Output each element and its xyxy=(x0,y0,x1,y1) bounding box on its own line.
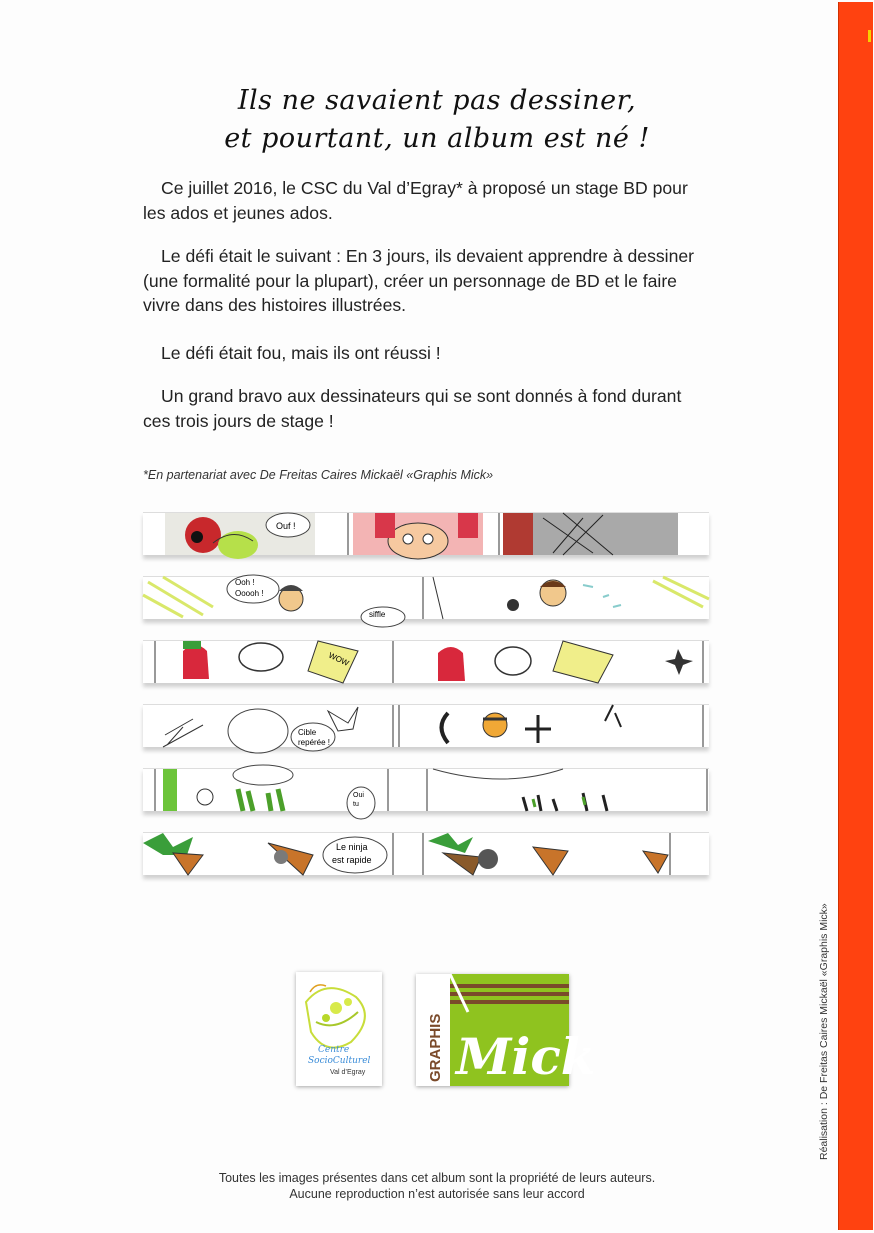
credit-vertical-text: Réalisation : De Freitas Caires Mickaël «Graphis Mick» xyxy=(818,903,830,1160)
strip-1-bubble: Ouf ! xyxy=(276,521,296,531)
strip-6-bubble-2: est rapide xyxy=(332,855,372,865)
strip-2-bubble-1: Ooh ! xyxy=(235,578,255,587)
comic-strip-1-art xyxy=(143,513,709,555)
comic-strip-4 xyxy=(143,704,709,747)
csc-logo-line-2: SocioCulturel xyxy=(308,1056,371,1066)
strip-4-bubble-2: repérée ! xyxy=(298,738,331,747)
comic-strips xyxy=(143,512,709,896)
comic-strip-2 xyxy=(143,576,709,619)
comic-strip-5 xyxy=(143,768,709,811)
partnership-note: *En partenariat avec De Freitas Caires Mickaël «Graphis Mick» xyxy=(143,468,494,482)
graphis-mick-logo xyxy=(416,974,596,1086)
footer-line-1: Toutes les images présentes dans cet album sont la propriété de leurs auteurs. xyxy=(218,1171,656,1185)
csc-logo-line-1: Centre xyxy=(318,1045,350,1055)
paragraph-challenge: Le défi était le suivant : En 3 jours, ils devaient apprendre à dessiner (une formalité pour la plupart), créer un personnage de BD et le faire vivre dans des histoires illustrées. xyxy=(143,246,695,315)
csc-logo-art xyxy=(296,972,382,1086)
comic-strip-3-art xyxy=(143,641,709,683)
graphis-mick-logo-art xyxy=(416,974,596,1086)
copyright-footer xyxy=(0,1170,874,1202)
graphis-vertical-text: GRAPHIS xyxy=(427,1013,444,1082)
orange-spine xyxy=(838,2,873,1230)
strip-2-bubble-3: siffle xyxy=(369,610,386,619)
comic-strip-4-art xyxy=(143,705,709,747)
title-line-1: Ils ne savaient pas dessiner, xyxy=(237,85,637,116)
comic-strip-1 xyxy=(143,512,709,555)
comic-strip-2-art xyxy=(143,577,709,619)
strip-6-bubble-1: Le ninja xyxy=(336,842,368,852)
paragraph-bravo: Un grand bravo aux dessinateurs qui se sont donnés à fond durant ces trois jours de stage ! xyxy=(143,386,682,431)
comic-strip-6-art xyxy=(143,833,709,875)
paragraph-intro: Ce juillet 2016, le CSC du Val d’Egray* à proposé un stage BD pour les ados et jeunes ados. xyxy=(143,178,688,223)
strip-4-bubble-1: Cible xyxy=(298,728,317,737)
csc-logo-line-3: Val d’Egray xyxy=(330,1069,366,1076)
spine-tick-mark xyxy=(868,30,871,42)
comic-strip-6 xyxy=(143,832,709,875)
title-line-2: et pourtant, un album est né ! xyxy=(224,123,650,154)
page-title xyxy=(0,82,874,158)
comic-strip-3 xyxy=(143,640,709,683)
strip-2-bubble-2: Ooooh ! xyxy=(235,589,264,598)
mick-word: Mick xyxy=(456,1027,596,1086)
strip-5-bubble-2: tu xyxy=(353,801,359,808)
strip-3-label: WOW xyxy=(327,650,351,668)
csc-val-degray-logo xyxy=(296,972,382,1086)
paragraph-success: Le défi était fou, mais ils ont réussi ! xyxy=(161,343,441,363)
footer-line-2: Aucune reproduction n’est autorisée sans leur accord xyxy=(289,1187,585,1201)
strip-5-bubble-1: Oui xyxy=(353,792,364,799)
comic-strip-5-art xyxy=(143,769,709,811)
